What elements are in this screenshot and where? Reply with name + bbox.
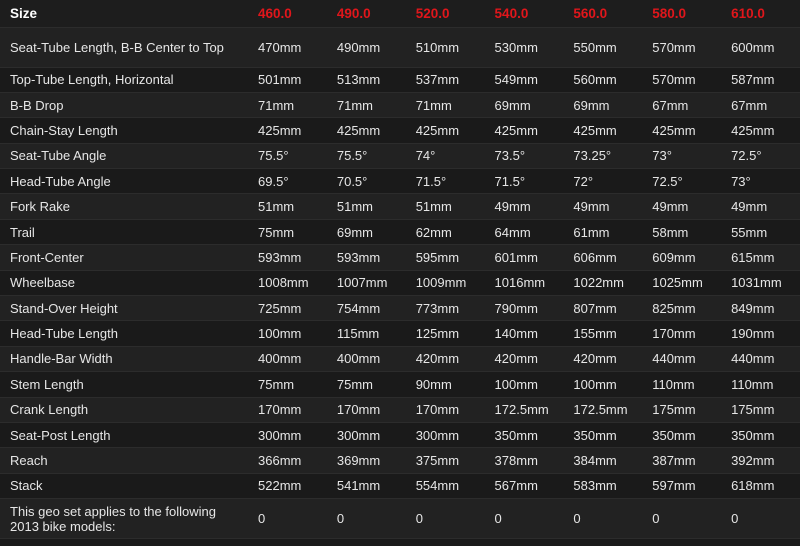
row-label: Trail	[0, 219, 248, 244]
table-cell: 125mm	[406, 321, 485, 346]
table-row	[0, 422, 800, 447]
table-cell: 172.5mm	[485, 397, 564, 422]
table-cell: 190mm	[721, 321, 800, 346]
geometry-table-header	[0, 0, 800, 27]
table-cell: 618mm	[721, 473, 800, 498]
table-cell: 425mm	[721, 118, 800, 143]
table-cell: 400mm	[248, 346, 327, 371]
table-cell: 510mm	[406, 27, 485, 67]
size-header-460: 460.0	[248, 0, 327, 27]
table-cell: 74°	[406, 143, 485, 168]
table-cell: 366mm	[248, 448, 327, 473]
table-row	[0, 143, 800, 168]
row-label: Crank Length	[0, 397, 248, 422]
table-cell: 67mm	[642, 92, 721, 117]
table-cell: 0	[563, 499, 642, 539]
table-cell: 51mm	[248, 194, 327, 219]
table-row	[0, 473, 800, 498]
size-header-label: Size	[0, 0, 248, 27]
table-cell: 537mm	[406, 67, 485, 92]
table-cell: 1008mm	[248, 270, 327, 295]
table-row	[0, 499, 800, 539]
row-label: Fork Rake	[0, 194, 248, 219]
size-header-520: 520.0	[406, 0, 485, 27]
header-row	[0, 0, 800, 27]
table-cell: 425mm	[642, 118, 721, 143]
table-cell: 100mm	[485, 372, 564, 397]
table-cell: 0	[327, 499, 406, 539]
table-cell: 541mm	[327, 473, 406, 498]
table-cell: 825mm	[642, 296, 721, 321]
table-cell: 490mm	[327, 27, 406, 67]
table-cell: 1025mm	[642, 270, 721, 295]
table-cell: 470mm	[248, 27, 327, 67]
table-cell: 440mm	[721, 346, 800, 371]
table-cell: 64mm	[485, 219, 564, 244]
row-label: Stem Length	[0, 372, 248, 397]
table-cell: 0	[248, 499, 327, 539]
row-label: Wheelbase	[0, 270, 248, 295]
table-cell: 570mm	[642, 67, 721, 92]
table-cell: 49mm	[642, 194, 721, 219]
table-cell: 175mm	[642, 397, 721, 422]
table-cell: 807mm	[563, 296, 642, 321]
table-cell: 49mm	[563, 194, 642, 219]
table-cell: 567mm	[485, 473, 564, 498]
table-cell: 100mm	[563, 372, 642, 397]
table-cell: 71mm	[248, 92, 327, 117]
table-cell: 69.5°	[248, 169, 327, 194]
table-cell: 115mm	[327, 321, 406, 346]
table-cell: 554mm	[406, 473, 485, 498]
row-label: Chain-Stay Length	[0, 118, 248, 143]
table-cell: 425mm	[327, 118, 406, 143]
table-cell: 71mm	[406, 92, 485, 117]
table-cell: 420mm	[406, 346, 485, 371]
table-row	[0, 296, 800, 321]
table-cell: 560mm	[563, 67, 642, 92]
table-row	[0, 27, 800, 67]
size-header-560: 560.0	[563, 0, 642, 27]
table-row	[0, 245, 800, 270]
table-cell: 1007mm	[327, 270, 406, 295]
table-cell: 49mm	[485, 194, 564, 219]
table-cell: 375mm	[406, 448, 485, 473]
row-label: Stand-Over Height	[0, 296, 248, 321]
table-cell: 75.5°	[248, 143, 327, 168]
table-cell: 67mm	[721, 92, 800, 117]
row-label: Reach	[0, 448, 248, 473]
size-header-610: 610.0	[721, 0, 800, 27]
table-cell: 425mm	[485, 118, 564, 143]
table-cell: 75mm	[248, 219, 327, 244]
table-cell: 384mm	[563, 448, 642, 473]
table-cell: 425mm	[248, 118, 327, 143]
table-cell: 595mm	[406, 245, 485, 270]
table-cell: 600mm	[721, 27, 800, 67]
table-cell: 72.5°	[721, 143, 800, 168]
table-cell: 55mm	[721, 219, 800, 244]
row-label: Seat-Post Length	[0, 422, 248, 447]
table-cell: 425mm	[406, 118, 485, 143]
table-row	[0, 346, 800, 371]
table-cell: 73.25°	[563, 143, 642, 168]
table-cell: 549mm	[485, 67, 564, 92]
table-cell: 51mm	[327, 194, 406, 219]
table-cell: 90mm	[406, 372, 485, 397]
table-cell: 73.5°	[485, 143, 564, 168]
table-cell: 606mm	[563, 245, 642, 270]
table-cell: 70.5°	[327, 169, 406, 194]
table-cell: 597mm	[642, 473, 721, 498]
table-cell: 75mm	[248, 372, 327, 397]
table-cell: 425mm	[563, 118, 642, 143]
table-cell: 350mm	[563, 422, 642, 447]
table-cell: 593mm	[248, 245, 327, 270]
table-cell: 593mm	[327, 245, 406, 270]
table-cell: 501mm	[248, 67, 327, 92]
table-cell: 170mm	[327, 397, 406, 422]
table-row	[0, 67, 800, 92]
table-cell: 300mm	[406, 422, 485, 447]
table-cell: 609mm	[642, 245, 721, 270]
table-cell: 387mm	[642, 448, 721, 473]
table-cell: 0	[642, 499, 721, 539]
table-row	[0, 219, 800, 244]
table-cell: 170mm	[248, 397, 327, 422]
table-cell: 72°	[563, 169, 642, 194]
table-cell: 378mm	[485, 448, 564, 473]
table-cell: 583mm	[563, 473, 642, 498]
table-cell: 550mm	[563, 27, 642, 67]
table-cell: 350mm	[485, 422, 564, 447]
table-cell: 1031mm	[721, 270, 800, 295]
table-cell: 725mm	[248, 296, 327, 321]
table-row	[0, 448, 800, 473]
row-label: Front-Center	[0, 245, 248, 270]
table-cell: 392mm	[721, 448, 800, 473]
table-cell: 51mm	[406, 194, 485, 219]
table-cell: 69mm	[327, 219, 406, 244]
size-header-490: 490.0	[327, 0, 406, 27]
table-cell: 0	[485, 499, 564, 539]
table-cell: 601mm	[485, 245, 564, 270]
table-cell: 100mm	[248, 321, 327, 346]
row-label: Handle-Bar Width	[0, 346, 248, 371]
table-cell: 350mm	[721, 422, 800, 447]
table-cell: 69mm	[563, 92, 642, 117]
table-cell: 790mm	[485, 296, 564, 321]
table-cell: 49mm	[721, 194, 800, 219]
table-cell: 420mm	[563, 346, 642, 371]
table-cell: 0	[406, 499, 485, 539]
table-cell: 71mm	[327, 92, 406, 117]
table-row	[0, 372, 800, 397]
table-cell: 615mm	[721, 245, 800, 270]
table-cell: 75mm	[327, 372, 406, 397]
geometry-table-body	[0, 27, 800, 539]
table-cell: 513mm	[327, 67, 406, 92]
row-label: This geo set applies to the following 2013 bike models:	[0, 499, 248, 539]
row-label: Stack	[0, 473, 248, 498]
table-cell: 155mm	[563, 321, 642, 346]
table-cell: 110mm	[721, 372, 800, 397]
table-row	[0, 118, 800, 143]
table-cell: 71.5°	[485, 169, 564, 194]
row-label: Head-Tube Length	[0, 321, 248, 346]
size-header-540: 540.0	[485, 0, 564, 27]
row-label: Head-Tube Angle	[0, 169, 248, 194]
table-row	[0, 321, 800, 346]
row-label: Seat-Tube Angle	[0, 143, 248, 168]
table-row	[0, 270, 800, 295]
table-cell: 849mm	[721, 296, 800, 321]
table-cell: 754mm	[327, 296, 406, 321]
table-row	[0, 194, 800, 219]
table-cell: 73°	[642, 143, 721, 168]
table-cell: 400mm	[327, 346, 406, 371]
table-cell: 369mm	[327, 448, 406, 473]
table-cell: 1016mm	[485, 270, 564, 295]
table-cell: 420mm	[485, 346, 564, 371]
table-cell: 75.5°	[327, 143, 406, 168]
table-cell: 570mm	[642, 27, 721, 67]
table-cell: 58mm	[642, 219, 721, 244]
size-header-580: 580.0	[642, 0, 721, 27]
table-cell: 1009mm	[406, 270, 485, 295]
row-label: Seat-Tube Length, B-B Center to Top	[0, 27, 248, 67]
table-cell: 440mm	[642, 346, 721, 371]
table-cell: 172.5mm	[563, 397, 642, 422]
table-cell: 773mm	[406, 296, 485, 321]
table-cell: 140mm	[485, 321, 564, 346]
table-cell: 110mm	[642, 372, 721, 397]
table-cell: 175mm	[721, 397, 800, 422]
table-cell: 69mm	[485, 92, 564, 117]
table-row	[0, 397, 800, 422]
table-cell: 73°	[721, 169, 800, 194]
row-label: B-B Drop	[0, 92, 248, 117]
table-cell: 300mm	[327, 422, 406, 447]
table-cell: 1022mm	[563, 270, 642, 295]
table-cell: 300mm	[248, 422, 327, 447]
row-label: Top-Tube Length, Horizontal	[0, 67, 248, 92]
table-cell: 350mm	[642, 422, 721, 447]
table-cell: 587mm	[721, 67, 800, 92]
table-row	[0, 169, 800, 194]
table-cell: 170mm	[642, 321, 721, 346]
table-cell: 0	[721, 499, 800, 539]
table-cell: 61mm	[563, 219, 642, 244]
table-cell: 71.5°	[406, 169, 485, 194]
table-cell: 522mm	[248, 473, 327, 498]
table-cell: 530mm	[485, 27, 564, 67]
table-cell: 72.5°	[642, 169, 721, 194]
table-cell: 62mm	[406, 219, 485, 244]
table-cell: 170mm	[406, 397, 485, 422]
table-row	[0, 92, 800, 117]
